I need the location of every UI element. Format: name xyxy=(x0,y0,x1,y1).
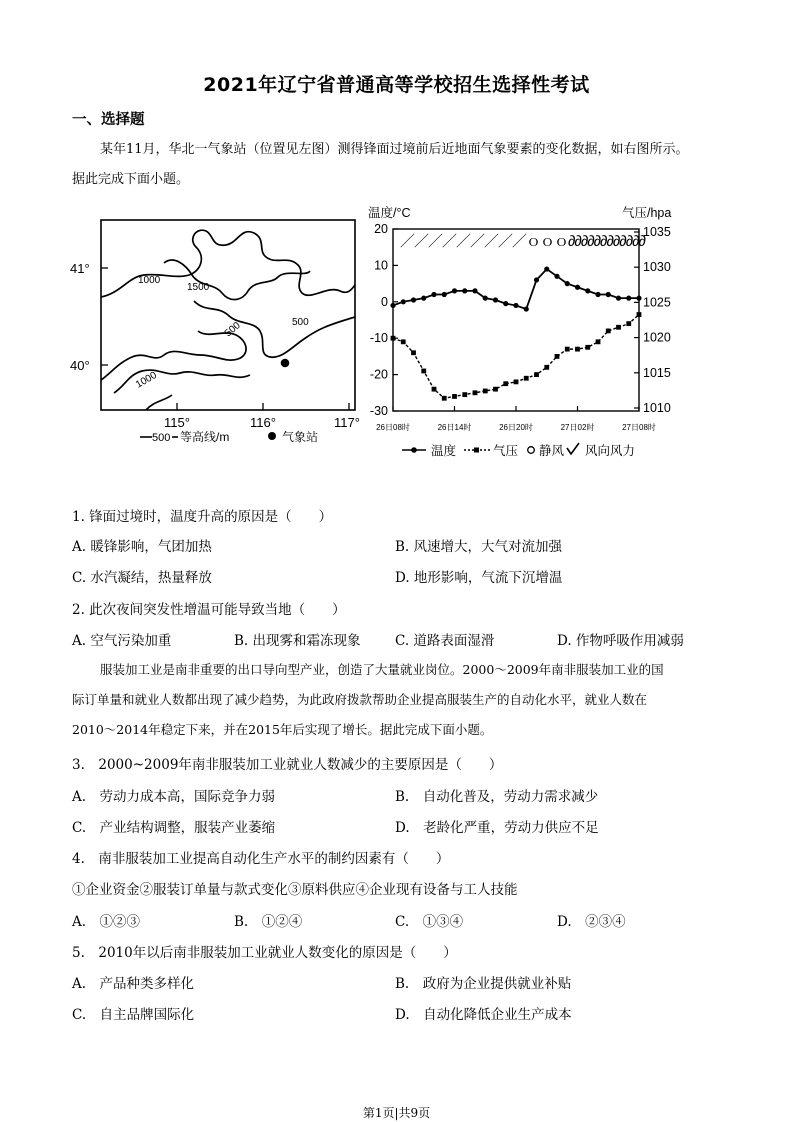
question-4: 4. 南非服装加工业提高自动化生产水平的制约因素有（ ） xyxy=(72,851,450,867)
option[interactable]: D. 自动化降低企业生产成本 xyxy=(395,1007,572,1023)
temperature-point xyxy=(493,297,498,302)
question-4-items: ①企业资金②服装订单量与款式变化③原料供应④企业现有设备与工人技能 xyxy=(72,882,518,898)
pressure-point xyxy=(514,379,519,384)
pressure-point xyxy=(493,387,498,392)
option[interactable]: D. 老龄化严重，劳动力供应不足 xyxy=(395,820,599,836)
intro-paragraph-2 xyxy=(72,655,722,745)
pressure-point xyxy=(575,347,580,352)
pressure-point xyxy=(596,339,601,344)
latitude-label: 40° xyxy=(70,358,90,373)
temperature-point xyxy=(390,303,395,308)
option[interactable]: A. 劳动力成本高，国际竞争力弱 xyxy=(72,789,276,805)
left-tick-label: -30 xyxy=(369,404,388,418)
temperature-point xyxy=(585,288,590,293)
wind-symbols: ／／／／／／／／／ｏｏｏ∂∂∂∂∂∂∂∂∂∂∂∂ xyxy=(400,233,645,250)
intro-line: 据此完成下面小题。 xyxy=(72,172,190,187)
question-2: 2. 此次夜间突发性增温可能导致当地（ ） xyxy=(72,602,346,618)
option[interactable]: C. 道路表面湿滑 xyxy=(395,633,495,649)
longitude-label: 116° xyxy=(250,415,276,430)
question-5: 5. 2010年以后南非服装加工业就业人数变化的原因是（ ） xyxy=(72,945,457,961)
option[interactable]: C. 自主品牌国际化 xyxy=(72,1007,195,1023)
contour-label: 1000 xyxy=(138,275,161,286)
left-tick-label: -20 xyxy=(369,367,388,382)
pressure-point xyxy=(616,325,621,330)
option[interactable]: D. 地形影响，气流下沉增温 xyxy=(395,570,563,586)
contour-500-west xyxy=(101,331,246,380)
option[interactable]: B. 政府为企业提供就业补贴 xyxy=(395,976,572,992)
option[interactable]: C. 产业结构调整，服装产业萎缩 xyxy=(72,820,276,836)
right-tick-label: 1030 xyxy=(643,260,671,275)
temperature-point xyxy=(616,296,621,301)
contour-map-figure xyxy=(66,205,362,450)
option[interactable]: B. ①②④ xyxy=(234,914,303,930)
contour-label: 1000 xyxy=(134,369,159,391)
page-footer: 第1页|共9页 xyxy=(362,1106,431,1120)
contour-label: 500 xyxy=(222,320,243,340)
right-tick-label: 1010 xyxy=(643,401,671,415)
pressure-point xyxy=(401,339,406,344)
temperature-point xyxy=(462,288,467,293)
temperature-point xyxy=(421,296,426,301)
pressure-point xyxy=(626,321,631,326)
left-tick-label: 20 xyxy=(374,222,388,236)
temperature-point xyxy=(431,292,436,297)
longitude-label: 117° xyxy=(334,415,360,430)
temperature-point xyxy=(452,288,457,293)
intro-paragraph-1 xyxy=(72,135,722,195)
legend-station-text: 气象站 xyxy=(282,430,319,444)
question-3: 3. 2000~2009年南非服装加工业就业人数减少的主要原因是（ ） xyxy=(72,757,503,773)
weather-chart xyxy=(362,200,692,465)
section-heading: 一、选择题 xyxy=(72,112,145,128)
temperature-point xyxy=(472,288,477,293)
legend-contour-sample: 500 xyxy=(152,432,171,444)
x-tick-label: 27日08时 xyxy=(622,423,656,432)
x-tick-label: 26日20时 xyxy=(499,423,533,432)
legend-calm: 静风 xyxy=(539,444,565,458)
station-marker xyxy=(281,359,290,368)
temperature-point xyxy=(636,296,641,301)
option[interactable]: B. 自动化普及，劳动力需求减少 xyxy=(395,789,599,805)
y-right-label: 气压/hpa xyxy=(622,206,672,220)
pressure-point xyxy=(452,394,457,399)
contour-1000-north xyxy=(101,230,355,297)
intro-line: 某年11月，华北一气象站（位置见左图）测得锋面过境前后近地面气象要素的变化数据，如右图所示。 xyxy=(100,142,689,157)
pressure-point xyxy=(411,350,416,355)
pressure-point xyxy=(565,347,570,352)
left-tick-label: 10 xyxy=(374,258,388,273)
pressure-point xyxy=(637,312,642,317)
temperature-point xyxy=(575,285,580,290)
intro-line: 服装加工业是南非重要的出口导向型产业，创造了大量就业岗位。2000～2009年南非服装加工业的国 xyxy=(100,662,664,677)
contour-label: 1500 xyxy=(187,282,210,293)
right-tick-label: 1035 xyxy=(643,225,671,239)
pressure-point xyxy=(503,381,508,386)
pressure-point xyxy=(432,387,437,392)
legend-wind: 风向风力 xyxy=(585,444,636,458)
chart-legend xyxy=(402,443,635,458)
y-left-label: 温度/°C xyxy=(368,206,411,220)
x-tick-label: 27日02时 xyxy=(560,423,595,432)
latitude-label: 41° xyxy=(70,261,90,276)
pressure-point xyxy=(585,345,590,350)
question-1: 1. 锋面过境时，温度升高的原因是（ ） xyxy=(72,509,333,525)
left-tick-label: 0 xyxy=(381,294,388,309)
temperature-point xyxy=(626,296,631,301)
option[interactable]: A. 产品种类多样化 xyxy=(72,976,195,992)
legend-contour-text: 等高线/m xyxy=(180,430,230,444)
temperature-point xyxy=(411,297,416,302)
contour-1000-edge xyxy=(146,395,172,410)
option[interactable]: C. 水汽凝结，热量释放 xyxy=(72,570,212,586)
pressure-point xyxy=(483,389,488,394)
right-tick-label: 1025 xyxy=(643,295,671,310)
temperature-point xyxy=(544,266,549,271)
x-tick-label: 26日08时 xyxy=(376,423,410,432)
right-tick-label: 1020 xyxy=(643,330,671,345)
temperature-point xyxy=(513,303,518,308)
exam-title: 2021年辽宁省普通高等学校招生选择性考试 xyxy=(203,74,590,96)
option[interactable]: A. 暖锋影响，气团加热 xyxy=(72,539,212,555)
intro-line: 际订单量和就业人数都出现了减少趋势，为此政府拨款帮助企业提高服装生产的自动化水平，就业人数在 xyxy=(72,692,648,707)
option[interactable]: B. 出现雾和霜冻现象 xyxy=(234,633,361,649)
temperature-point xyxy=(595,292,600,297)
pressure-point xyxy=(606,329,611,334)
contour-1500 xyxy=(164,260,310,299)
intro-line: 2010～2014年稳定下来，并在2015年后实现了增长。据此完成下面小题。 xyxy=(72,722,493,737)
x-tick-label: 26日14时 xyxy=(437,423,472,432)
temperature-point xyxy=(401,299,406,304)
pressure-point xyxy=(421,369,426,374)
temperature-point xyxy=(503,301,508,306)
temperature-point xyxy=(483,296,488,301)
temperature-point xyxy=(534,277,539,282)
option[interactable]: A. ①②③ xyxy=(72,914,141,930)
option[interactable]: D. ②③④ xyxy=(557,914,626,930)
right-tick-label: 1015 xyxy=(643,365,671,380)
temperature-point xyxy=(606,292,611,297)
legend-temp: 温度 xyxy=(431,444,457,458)
temperature-point xyxy=(565,281,570,286)
pressure-point xyxy=(524,376,529,381)
option[interactable]: B. 风速增大，大气对流加强 xyxy=(395,539,563,555)
pressure-point xyxy=(442,396,447,401)
pressure-line xyxy=(393,315,639,399)
legend-station-dot xyxy=(268,432,276,440)
longitude-label: 115° xyxy=(164,415,190,430)
option[interactable]: D. 作物呼吸作用减弱 xyxy=(557,633,684,649)
legend-pressure: 气压 xyxy=(493,444,519,458)
contour-label: 500 xyxy=(292,317,309,328)
pressure-point xyxy=(544,365,549,370)
temperature-point xyxy=(554,274,559,279)
pressure-point xyxy=(473,390,478,395)
temperature-point xyxy=(442,292,447,297)
pressure-point xyxy=(534,372,539,377)
contour-500-east xyxy=(194,301,355,357)
pressure-point xyxy=(391,336,396,341)
left-tick-label: -10 xyxy=(369,331,388,346)
pressure-point xyxy=(555,354,560,359)
option[interactable]: A. 空气污染加重 xyxy=(72,633,172,649)
temperature-point xyxy=(524,306,529,311)
pressure-point xyxy=(462,392,467,397)
option[interactable]: C. ①③④ xyxy=(395,914,464,930)
